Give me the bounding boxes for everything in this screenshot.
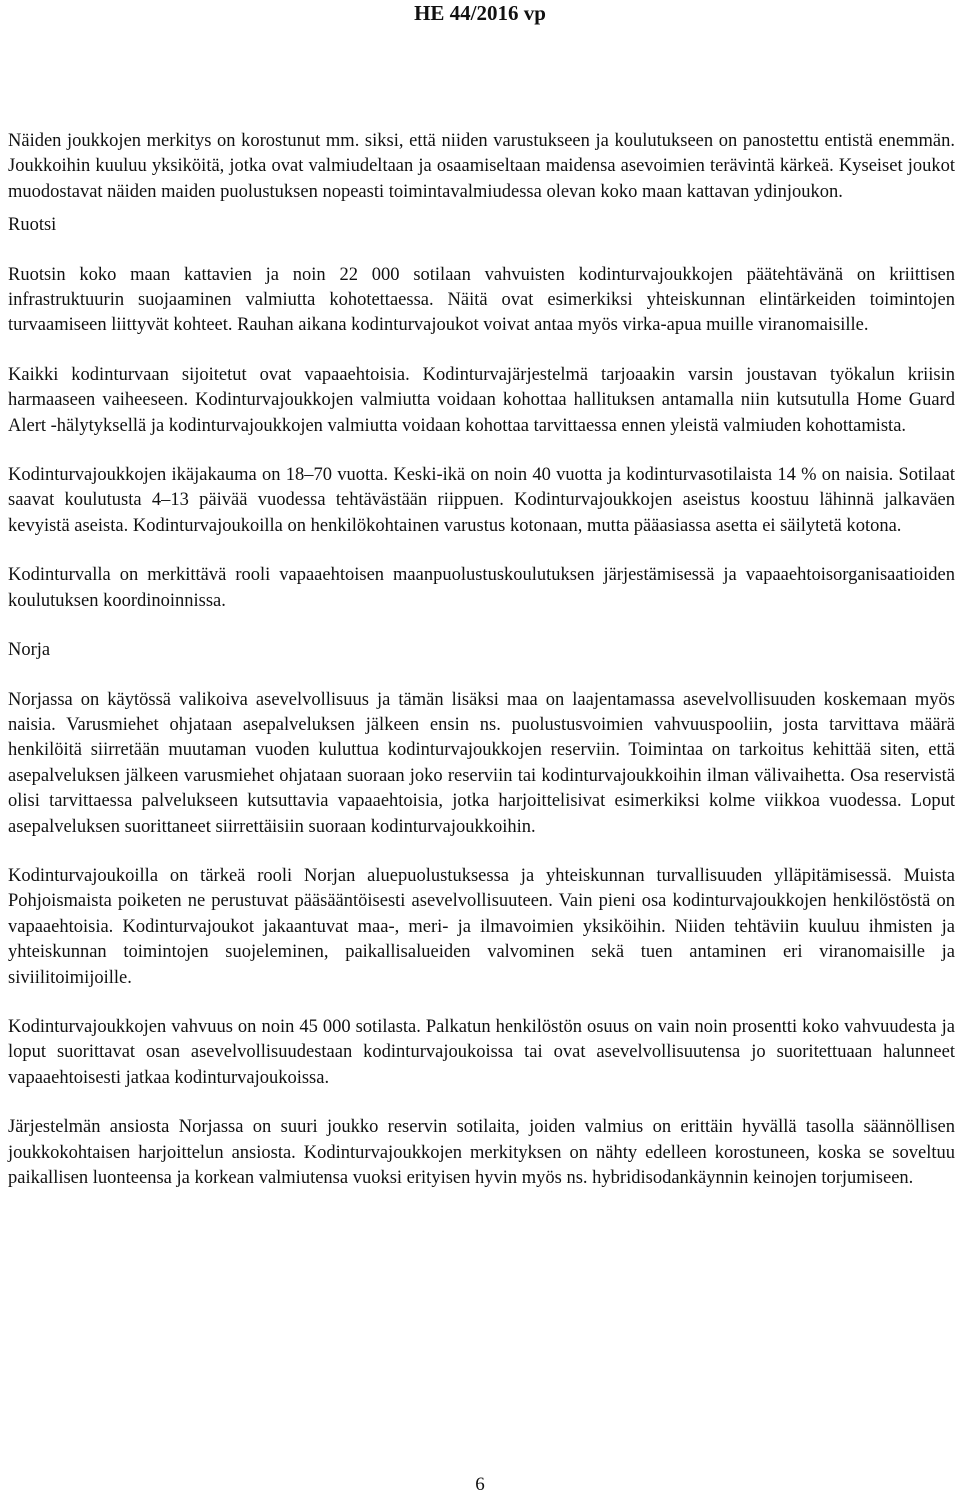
norja-paragraph-1: Norjassa on käytössä valikoiva asevelvollisuus ja tämän lisäksi maa on laajentamassa asevelvollisuuden koskemaan myös naisia. Varusmiehet ohjataan asepalveluksen jälkeen ensin ns. puolustusvoimien vahvuuspooliin, josta tarvittava määrä henkilöitä siirretään muutaman vuoden kuluttua kodinturvajoukkojen reserviin. Toimintaa on tarkoitus kehittää siten, että asepalveluksen jälkeen varusmiehet ohjataan suoraan joko reserviin tai kodinturvajoukkoihin ilman välivaihetta. Osa reservistä olisi tarvittaessa palvelukseen kutsuttavia vapaaehtoisia, jotka harjoittelisivat esimerkiksi kolme viikkoa vuodessa. Loput asepalveluksen suorittaneet siirrettäisiin suoraan kodinturvajoukkoihin.	[8, 689, 955, 837]
norja-paragraph-2: Kodinturvajoukoilla on tärkeä rooli Norjan aluepuolustuksessa ja yhteiskunnan turvallisuuden ylläpitämisessä. Muista Pohjoismaista poiketen ne perustuvat pääsääntöisesti asevelvollisuuteen. Vain pieni osa kodinturvajoukkojen henkilöstöstä on vapaaehtoisia. Kodinturvajoukot jakaantuvat maa-, meri- ja ilmavoimien yksiköihin. Niiden tehtäviin kuuluu ihmisten ja yhteiskunnan toimintojen suojeleminen, paikallisalueiden valvominen sekä tuen antaminen eri viranomaisille ja siviilitoimijoille.	[8, 865, 955, 988]
ruotsi-paragraph-1: Ruotsin koko maan kattavien ja noin 22 000 sotilaan vahvuisten kodinturvajoukkojen päätehtävänä on kriittisen infrastruktuurin suojaaminen valmiutta kohotettaessa. Näitä ovat esimerkiksi yhteiskunnan elintärkeiden toimintojen turvaamiseen liittyvät kohteet. Rauhan aikana kodinturvajoukot voivat antaa myös virka-apua muille viranomaisille.	[8, 264, 955, 336]
ruotsi-paragraph-4: Kodinturvalla on merkittävä rooli vapaaehtoisen maanpuolustuskoulutuksen järjestämisessä ja vapaaehtoisorganisaatioiden koulutuksen koordinoinnissa.	[8, 565, 955, 611]
document-header: HE 44/2016 vp	[414, 1, 546, 25]
ruotsi-paragraph-2: Kaikki kodinturvaan sijoitetut ovat vapaaehtoisia. Kodinturvajärjestelmä tarjoaakin varsin joustavan työkalun kriisin harmaaseen vaiheeseen. Kodinturvajoukkojen valmiutta voidaan kohottaa hallituksen antamalla niin kutsutulla Home Guard Alert -hälytyksellä ja kodinturvajoukkojen valmiutta voidaan kohottaa tarvittaessa ennen yleistä valmiuden kohottamista.	[8, 364, 955, 436]
ruotsi-paragraph-3: Kodinturvajoukkojen ikäjakauma on 18–70 vuotta. Keski-ikä on noin 40 vuotta ja kodinturvasotilaista 14 % on naisia. Sotilaat saavat koulutusta 4–13 päivää vuodessa tehtävästään riippuen. Kodinturvajoukkojen aseistus koostuu lähinnä jalkaväen kevyistä aseista. Kodinturvajoukoilla on henkilökohtainen varustus kotonaan, mutta pääasiassa asetta ei säilytetä kotona.	[8, 465, 955, 536]
document-body	[8, 129, 955, 1215]
section-heading-norja: Norja	[8, 640, 51, 661]
norja-paragraph-4: Järjestelmän ansiosta Norjassa on suuri joukko reservin sotilaita, joiden valmius on erittäin hyvällä tasolla säännöllisen joukkokohtaisen harjoittelun ansiosta. Kodinturvajoukkojen merkityksen on nähty edelleen korostuneen, koska se soveltuu paikallisen luonteensa ja korkean valmiutensa vuoksi erityisen hyvin myös ns. hybridisodankäynnin keinojen torjumiseen.	[8, 1117, 955, 1188]
intro-paragraph: Näiden joukkojen merkitys on korostunut mm. siksi, että niiden varustukseen ja koulutukseen on panostettu entistä enemmän. Joukkoihin kuuluu yksiköitä, jotka ovat valmiudeltaan ja osaamiseltaan maidensa asevoimien terävintä kärkeä. Kyseiset joukot muodostavat näiden maiden puolustuksen nopeasti toimintavalmiudessa olevan koko maan kattavan ydinjoukon.	[8, 131, 955, 202]
norja-paragraph-3: Kodinturvajoukkojen vahvuus on noin 45 000 sotilasta. Palkatun henkilöstön osuus on vain noin prosentti koko vahvuudesta ja loput suorittavat osan asevelvollisuudestaan kodinturvajoukoissa tai ovat asevelvollisuutensa jo suoritettuaan halunneet vapaaehtoisesti jatkaa kodinturvajoukoissa.	[8, 1016, 955, 1088]
section-heading-ruotsi: Ruotsi	[8, 215, 57, 236]
page-number: 6	[475, 1474, 485, 1495]
